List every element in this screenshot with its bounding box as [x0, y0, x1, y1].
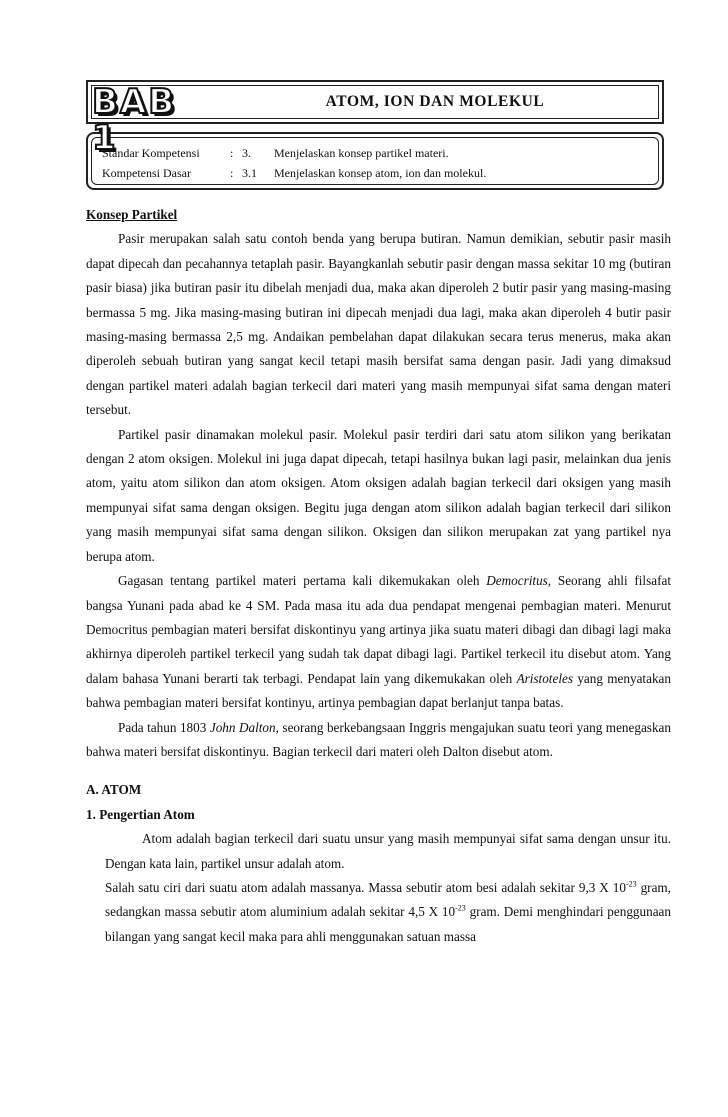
paragraph-atom-definition: Atom adalah bagian terkecil dari suatu unsur yang masih mempunyai sifat sama dengan unsur itu. Dengan kata lain, partikel unsur adalah atom.: [105, 831, 671, 871]
competency-basic-colon: :: [230, 166, 234, 180]
name-john-dalton: John Dalton: [209, 719, 276, 735]
competency-box: [86, 132, 664, 190]
exponent: -23: [455, 903, 466, 913]
section-heading-atom: A. ATOM: [86, 782, 142, 798]
competency-standard-colon: :: [230, 146, 234, 160]
competency-standard-number: 3.: [242, 146, 251, 160]
competency-basic-number: 3.1: [242, 166, 257, 180]
subsection-heading-atom-definition: 1. Pengertian Atom: [86, 806, 195, 822]
text-run: gram. Demi menghindari penggunaan bilangan yang sangat kecil maka para ahli menggunakan satuan massa: [105, 904, 671, 944]
chapter-title: ATOM, ION DAN MOLEKUL: [325, 93, 545, 110]
competency-standard-text: Menjelaskan konsep partikel materi.: [274, 146, 449, 160]
text-run: yang menyatakan bahwa pembagian materi bersifat kontinyu, artinya pembagian dapat berlanjut tanpa batas.: [86, 670, 671, 711]
competency-basic-text: Menjelaskan konsep atom, ion dan molekul.: [274, 166, 487, 180]
chapter-number-label: BAB 1: [92, 82, 177, 158]
text-run: , seorang berkebangsaan Inggris mengajukan suatu teori yang menegaskan bahwa materi bersifat diskontinyu. Bagian terkecil dari materi oleh Dalton disebut atom.: [86, 719, 671, 759]
name-democritus: Democritus,: [486, 573, 552, 589]
paragraph-sand-molecule: Partikel pasir dinamakan molekul pasir. Molekul pasir terdiri dari satu atom silikon yang berikatan dengan 2 atom oksigen. Molekul ini juga dapat dipecah, tetapi hasilnya bukan lagi pasir, melainkan dua jenis atom, yaitu atom silikon dan atom oksigen. Atom oksigen adalah bagian terkecil dari oksigen yang masih mempunyai sifat sama dengan oksigen. Begitu juga dengan atom silikon adalah bagian terkecil dari silikon yang masih mempunyai sifat sama dengan silikon. Oksigen dan silikon merupakan zat yang partikel nya berupa atom.: [86, 426, 671, 564]
paragraph-atom-mass: [86, 876, 671, 949]
text-run: Seorang ahli filsafat bangsa Yunani pada abad ke 4 SM. Pada masa itu ada dua pendapat mengenai pembagian materi. Menurut Democritus pembagian materi bersifat diskontinyu yang artinya jika suatu materi dibagi dan dibagi lagi maka akhirnya diperoleh partikel terkecil yang sudah tak dapat dibagi lagi. Partikel terkecil itu disebut atom. Yang dalam bahasa Yunani berarti tak terbagi. Pendapat lain yang dikemukakan oleh: [86, 573, 671, 686]
competency-standard-label: Standar Kompetensi: [102, 146, 200, 160]
paragraph-democritus: [86, 569, 671, 715]
text-run: Pada tahun 1803: [118, 719, 210, 735]
competency-basic-label: Kompetensi Dasar: [102, 166, 191, 180]
page-body: [86, 203, 671, 949]
paragraph-dalton: [86, 716, 671, 765]
name-aristoteles: Aristoteles: [516, 670, 573, 686]
paragraph-sand: Pasir merupakan salah satu contoh benda yang berupa butiran. Namun demikian, sebutir pasir masih dapat dipecah dan pecahannya tetaplah pasir. Bayangkanlah sebutir pasir dengan massa sekitar 10 mg (butiran pasir biasa) jika butiran pasir itu dibelah menjadi dua, maka akan diperoleh 2 butir pasir yang masing-masing bermassa 5 mg. Jika masing-masing butiran ini dipecah menjadi dua lagi, maka akan diperoleh 4 butir pasir masing-masing bermassa 2,5 mg. Andaikan pembelahan dapat dilakukan secara terus menerus, maka akan diperoleh sebuah butiran yang sangat kecil tetapi masih bersifat sama dengan pasir. Jadi yang dimaksud dengan partikel materi adalah bagian terkecil dari materi yang masih mempunyai sifat sama dengan materi tersebut.: [86, 231, 671, 418]
section-heading-particle-concept: Konsep Partikel: [86, 207, 178, 222]
text-run: Salah satu ciri dari suatu atom adalah massanya. Massa sebutir atom besi adalah sekitar 9,3 X 10: [105, 879, 626, 895]
exponent: -23: [625, 879, 637, 889]
text-run: Gagasan tentang partikel materi pertama kali dikemukakan oleh: [118, 573, 487, 589]
text-run: gram, sedangkan massa sebutir atom aluminium adalah sekitar 4,5 X 10: [105, 879, 671, 920]
